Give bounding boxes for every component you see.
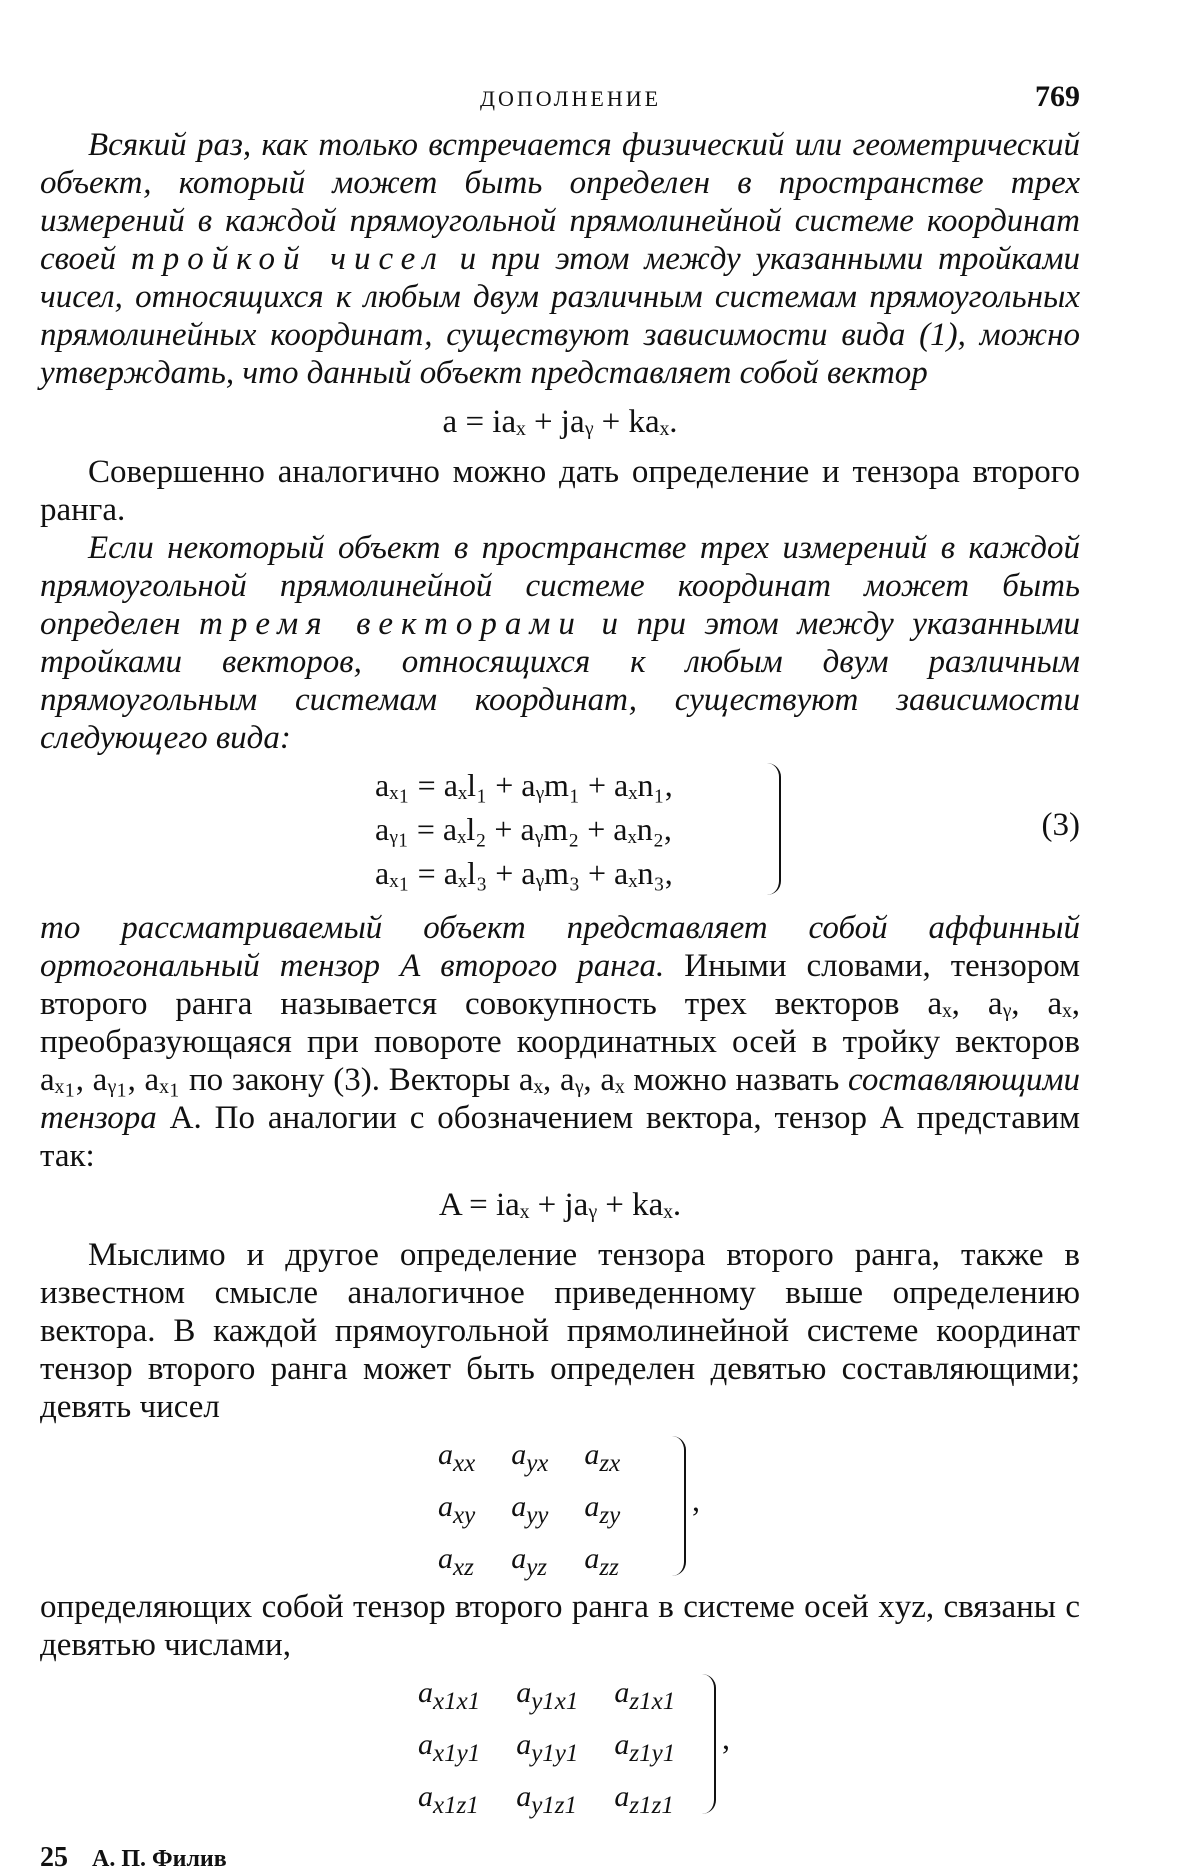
matrix-table <box>400 1670 693 1826</box>
footer-author: А. П. Филив <box>92 1846 227 1872</box>
matrix-row <box>420 1432 638 1484</box>
matrix-cell: $a_{xx}$ <box>438 1438 476 1477</box>
matrix-cell: $a_{z1y1}$ <box>614 1728 676 1767</box>
paragraph-tensor-components: то рассматриваемый объект представляет собой аффинный ортогональный тензор А второго ранга. Иными словами, тензором второго ранга называется совокупность трех векторов aₓ, aᵧ, aₓ, преобразующаяся при повороте координатных осей в тройку векторов aₓ₁, aᵧ₁, aₓ₁ по закону (3). Векторы aₓ, aᵧ, aₓ можно назвать составляющими тензора А. По аналогии с обозначением вектора, тензор А представим так: <box>40 910 1081 1174</box>
right-brace <box>700 1674 716 1814</box>
matrix-cell: $a_{z1x1}$ <box>614 1676 676 1715</box>
formula-tensor: A = iaₓ + jaᵧ + kaₓ. <box>438 1187 682 1223</box>
matrix-cell: $a_{zy}$ <box>584 1490 621 1529</box>
comma: , <box>692 1482 700 1518</box>
matrix-cell: $a_{yy}$ <box>511 1490 549 1529</box>
signature-number: 25 <box>40 1842 68 1873</box>
matrix-components <box>40 1432 1080 1582</box>
matrix-cell: $a_{x1x1}$ <box>418 1676 481 1715</box>
matrix-cell: $a_{yz}$ <box>511 1542 548 1581</box>
paragraph-tensor-definition: Если некоторый объект в пространстве трех измерений в каждой прямоугольной прямолинейной системе координат может быть определен тремя векторами и при этом между указанными тройками векторов, относящихся к любым двум различным прямоугольным системам координат, существуют зависимости следующего вида: <box>40 530 1081 756</box>
page <box>40 80 1080 1874</box>
matrix-cell: $a_{x1y1}$ <box>418 1728 481 1767</box>
page-number: 769 <box>1035 80 1080 113</box>
section-title: ДОПОЛНЕНИЕ <box>480 86 662 111</box>
running-head <box>40 80 1080 126</box>
paragraph-nine-components: Мыслимо и другое определение тензора второго ранга, также в известном смысле аналогичное приведенному выше определению вектора. В каждой прямоугольной прямолинейной системе координат тензор второго ранга может быть определен девятью составляющими; девять чисел <box>40 1237 1080 1425</box>
comma: , <box>722 1720 730 1756</box>
equation-number: (3) <box>1041 807 1080 843</box>
matrix-cell: $a_{zx}$ <box>584 1438 621 1477</box>
matrix-cell: $a_{yx}$ <box>511 1438 549 1477</box>
matrix-cell: $a_{y1y1}$ <box>516 1728 579 1767</box>
matrix-cell: $a_{y1x1}$ <box>516 1676 579 1715</box>
matrix-rotated-components <box>40 1670 1080 1820</box>
matrix-cell: $a_{z1z1}$ <box>614 1780 674 1819</box>
right-brace <box>670 1436 686 1576</box>
matrix-cell: $a_{xy}$ <box>438 1490 476 1529</box>
footer <box>40 1842 1080 1874</box>
formula-vector: a = iaₓ + jaᵧ + kaₓ. <box>442 404 678 440</box>
matrix-cell: $a_{y1z1}$ <box>516 1780 578 1819</box>
matrix-row <box>400 1774 693 1826</box>
equation-row: aₓ₁ = aₓl₁ + aᵧm₁ + aₓn₁, <box>375 767 673 803</box>
equation-row: aᵧ₁ = aₓl₂ + aᵧm₂ + aₓn₂, <box>375 811 672 847</box>
matrix-cell: $a_{xz}$ <box>438 1542 474 1581</box>
paragraph-related-numbers: определяющих собой тензор второго ранга в системе осей xyz, связаны с девятью числами, <box>40 1589 1080 1663</box>
matrix-cell: $a_{x1z1}$ <box>418 1780 479 1819</box>
equation-row: aₓ₁ = aₓl₃ + aᵧm₃ + aₓn₃, <box>375 855 673 891</box>
paragraph-tensor-intro: Совершенно аналогично можно дать определение и тензора второго ранга. <box>40 454 1080 528</box>
matrix-row <box>420 1536 638 1588</box>
matrix-row <box>420 1484 638 1536</box>
right-brace <box>765 763 781 895</box>
matrix-table <box>420 1432 638 1588</box>
paragraph-vector-definition: Всякий раз, как только встречается физический или геометрический объект, который может быть определен в пространстве трех измерений в каждой прямоугольной прямолинейной системе координат своей тройкой чисел и при этом между указанными тройками чисел, относящихся к любым двум различным системам прямоугольных прямолинейных координат, существуют зависимости вида (1), можно утверждать, что данный объект представляет собой вектор <box>40 127 1081 391</box>
matrix-cell: $a_{zz}$ <box>584 1542 619 1581</box>
matrix-row <box>400 1722 693 1774</box>
equation-system-3 <box>40 763 1080 903</box>
matrix-row <box>400 1670 693 1722</box>
